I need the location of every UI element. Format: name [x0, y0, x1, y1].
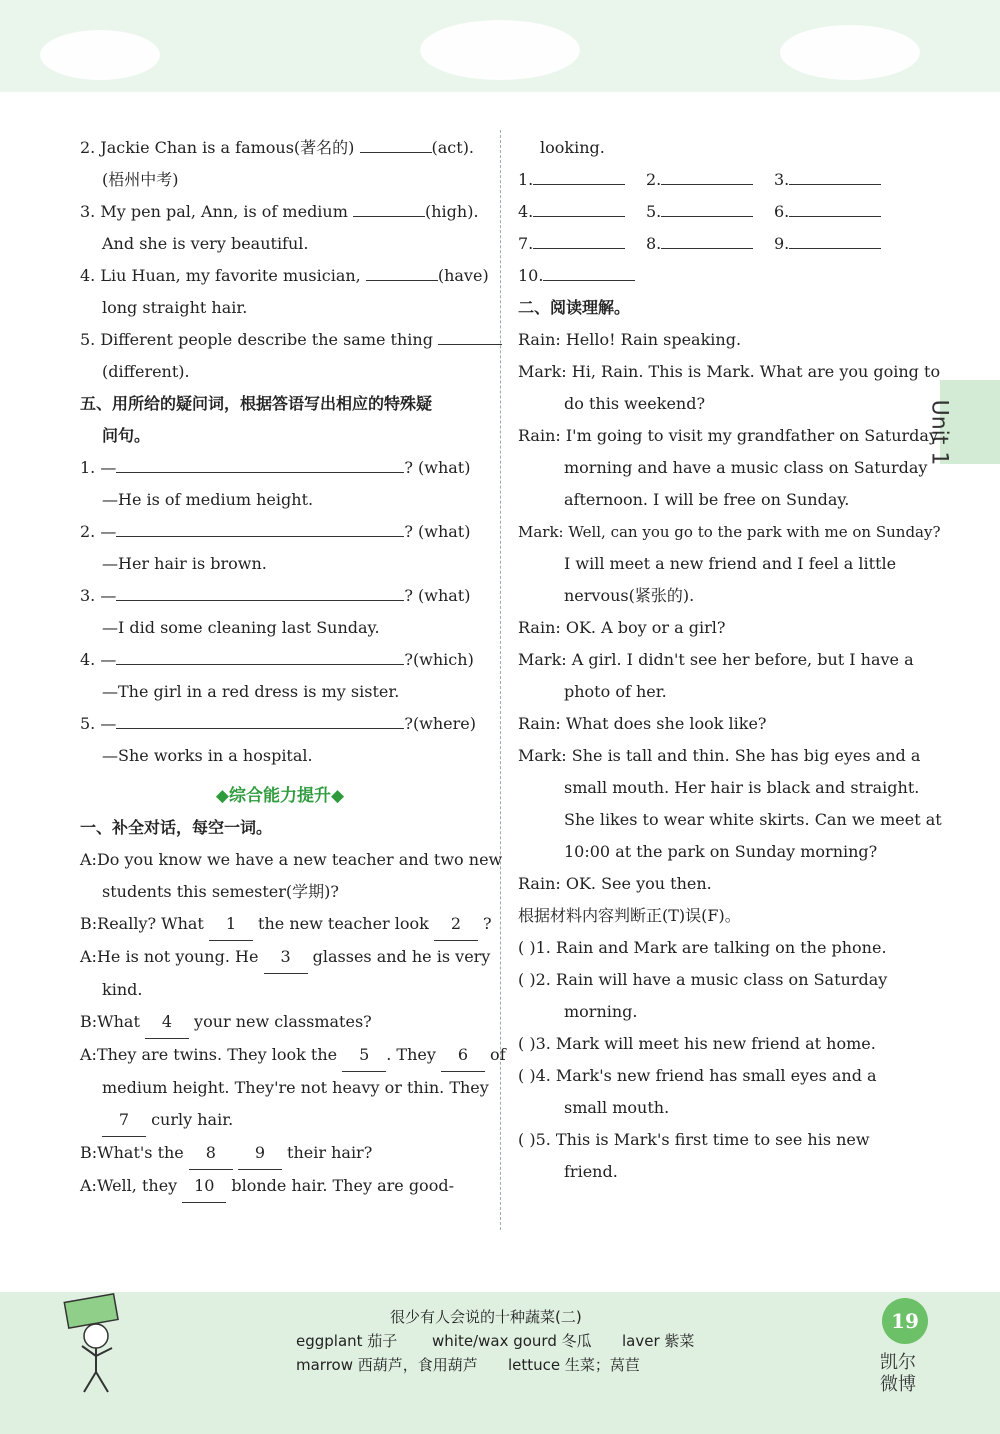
exercise-line: And she is very beautiful. [102, 234, 309, 253]
exercise-line: 4. Liu Huan, my favorite musician, (have) [80, 260, 480, 292]
dialogue-line: A:Do you know we have a new teacher and two new [80, 850, 503, 869]
dialogue-line: kind. [102, 980, 143, 999]
dialogue-line: medium height. They're not heavy or thin. They [102, 1078, 489, 1097]
tf-item-cont: friend. [564, 1162, 618, 1181]
question-line: 3. — ? (what) [80, 580, 480, 612]
vocab-item: eggplant 茄子 [296, 1332, 398, 1350]
blank-3[interactable]: 3 [264, 941, 308, 974]
question-line: 2. — ? (what) [80, 516, 480, 548]
reading-line: Mark: Hi, Rain. This is Mark. What are you going to [518, 362, 941, 381]
reading-line: photo of her. [564, 682, 667, 701]
answer-blank[interactable] [789, 230, 881, 249]
exercise-line: (different). [102, 362, 190, 381]
answer-blank[interactable] [116, 582, 404, 601]
left-column [80, 132, 506, 1203]
dialogue-line: A:He is not young. He 3 glasses and he is very [80, 941, 480, 974]
exercise-line: 5. Different people describe the same thing [80, 324, 480, 356]
vocab-item: laver 紫菜 [622, 1332, 695, 1350]
answer-line: —She works in a hospital. [102, 746, 313, 765]
reading-line: afternoon. I will be free on Sunday. [564, 490, 850, 509]
reading-line: Rain: OK. See you then. [518, 874, 712, 893]
dialogue-line: students this semester(学期)? [102, 882, 339, 901]
reading-line: 10:00 at the park on Sunday morning? [564, 842, 878, 861]
brand-line: 凯尔 [880, 1352, 916, 1373]
answer-blank[interactable] [360, 134, 432, 153]
unit-label: Unit 1 [926, 399, 952, 466]
reading-line: Mark: She is tall and thin. She has big eyes and a [518, 746, 921, 765]
blank-7[interactable]: 7 [102, 1104, 146, 1137]
answer-line: —He is of medium height. [102, 490, 314, 509]
exercise-line: 2. Jackie Chan is a famous(著名的) (act). [80, 132, 480, 164]
blank-9[interactable]: 9 [238, 1137, 282, 1170]
answer-blank[interactable] [789, 198, 881, 217]
vocab-item: lettuce 生菜；莴苣 [508, 1356, 640, 1374]
reading-line: I will meet a new friend and I feel a little [564, 554, 897, 573]
section-title: 二、阅读理解。 [518, 298, 631, 317]
reading-line: Rain: OK. A boy or a girl? [518, 618, 726, 637]
blank-5[interactable]: 5 [342, 1039, 386, 1072]
tf-item[interactable]: ( )4. Mark's new friend has small eyes and a [518, 1066, 877, 1085]
tf-item[interactable]: ( )5. This is Mark's first time to see his new [518, 1130, 870, 1149]
blank-10[interactable]: 10 [182, 1170, 226, 1203]
answer-row: 10. [518, 260, 914, 292]
dialogue-line: A:Well, they 10 blonde hair. They are good- [80, 1170, 480, 1203]
blank-8[interactable]: 8 [189, 1137, 233, 1170]
vocab-item: marrow 西葫芦，食用葫芦 [296, 1356, 478, 1374]
kid-with-book-icon [56, 1290, 146, 1400]
answer-blank[interactable] [661, 198, 753, 217]
dialogue-line: B:What's the 8 9 their hair? [80, 1137, 480, 1170]
cloud-decoration [780, 25, 920, 80]
tf-item-cont: small mouth. [564, 1098, 670, 1117]
answer-blank[interactable] [533, 230, 625, 249]
question-line: 1. — ? (what) [80, 452, 480, 484]
answer-blank[interactable] [661, 230, 753, 249]
section-title: 一、补全对话，每空一词。 [80, 818, 273, 837]
page-number-badge: 19 [882, 1298, 928, 1344]
cloud-decoration [420, 20, 580, 80]
answer-blank[interactable] [116, 710, 404, 729]
reading-line: Rain: I'm going to visit my grandfather on Saturday [518, 426, 938, 445]
answer-blank[interactable] [116, 454, 404, 473]
exercise-line: 3. My pen pal, Ann, is of medium (high). [80, 196, 480, 228]
answer-blank[interactable] [533, 198, 625, 217]
cloud-decoration [40, 30, 160, 80]
exercise-line: long straight hair. [102, 298, 248, 317]
reading-line: She likes to wear white skirts. Can we meet at [564, 810, 942, 829]
dialogue-continuation: looking. [540, 138, 605, 157]
brand-line: 微博 [880, 1374, 916, 1395]
blank-4[interactable]: 4 [145, 1006, 189, 1039]
vocab-item: white/wax gourd 冬瓜 [432, 1332, 592, 1350]
answer-blank[interactable] [543, 262, 635, 281]
tf-instruction: 根据材料内容判断正(T)误(F)。 [518, 906, 741, 925]
comprehensive-title: ◆综合能力提升◆ [215, 786, 345, 806]
answer-blank[interactable] [789, 166, 881, 185]
brand-label [880, 1352, 916, 1396]
reading-line: Rain: Hello! Rain speaking. [518, 330, 742, 349]
answer-blank[interactable] [533, 166, 625, 185]
dialogue-line: B:What 4 your new classmates? [80, 1006, 480, 1039]
dialogue-line: B:Really? What 1 the new teacher look 2 ? [80, 908, 480, 941]
section-title: 五、用所给的疑问词，根据答语写出相应的特殊疑 [80, 394, 433, 413]
dialogue-line: 7 curly hair. [80, 1104, 480, 1137]
blank-1[interactable]: 1 [209, 908, 253, 941]
tf-item[interactable]: ( )2. Rain will have a music class on Saturday [518, 970, 888, 989]
exercise-line: (梧州中考) [102, 170, 179, 189]
reading-line: small mouth. Her hair is black and straight. [564, 778, 920, 797]
answer-row: 4. 5. 6. [518, 196, 914, 228]
answer-line: —The girl in a red dress is my sister. [102, 682, 400, 701]
reading-line: Mark: A girl. I didn't see her before, but I have a [518, 650, 914, 669]
reading-line: Mark: Well, can you go to the park with me on Sunday? [518, 523, 941, 541]
answer-line: —I did some cleaning last Sunday. [102, 618, 380, 637]
reading-line: do this weekend? [564, 394, 706, 413]
question-line: 4. — ?(which) [80, 644, 480, 676]
tf-item-cont: morning. [564, 1002, 638, 1021]
answer-blank[interactable] [116, 518, 404, 537]
tf-item[interactable]: ( )1. Rain and Mark are talking on the phone. [518, 938, 887, 957]
blank-2[interactable]: 2 [434, 908, 478, 941]
reading-line: morning and have a music class on Saturday [564, 458, 928, 477]
reading-line: Rain: What does she look like? [518, 714, 767, 733]
blank-6[interactable]: 6 [441, 1039, 485, 1072]
answer-row: 1. 2. 3. [518, 164, 914, 196]
column-divider [500, 130, 501, 1230]
footer-title: 很少有人会说的十种蔬菜(二) [390, 1308, 582, 1326]
question-line: 5. — ?(where) [80, 708, 480, 740]
answer-blank[interactable] [116, 646, 404, 665]
answer-blank[interactable] [366, 262, 438, 281]
answer-line: —Her hair is brown. [102, 554, 267, 573]
reading-line: nervous(紧张的). [564, 586, 695, 605]
answer-row: 7. 8. 9. [518, 228, 914, 260]
section-title: 问句。 [102, 426, 151, 445]
answer-blank[interactable] [353, 198, 425, 217]
answer-blank[interactable] [661, 166, 753, 185]
answer-blank[interactable] [438, 326, 502, 345]
dialogue-line: A:They are twins. They look the 5 . They 6 of [80, 1039, 480, 1072]
top-banner [0, 0, 1000, 92]
tf-item[interactable]: ( )3. Mark will meet his new friend at home. [518, 1034, 876, 1053]
